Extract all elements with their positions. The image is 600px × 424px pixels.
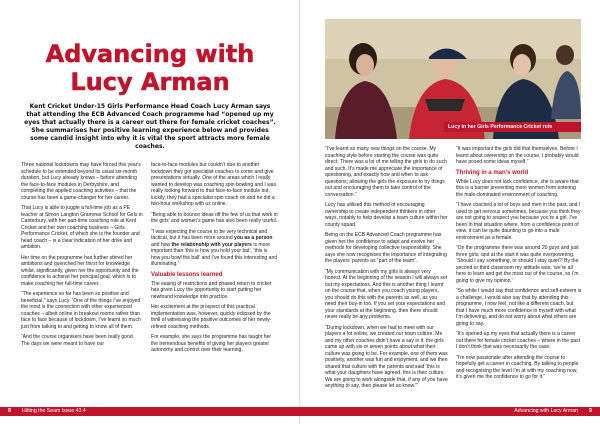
- paragraph: “I’ve learnt so many new things on the course. My coaching style before starting the course was quite direct. There was a lot of me telling the girls to do such and such. It’s made me appreciate the importance of questioning, and exactly how and when to ask questions; allowing the girls the exposure to try things out and encouraging them to take control of the conversation.”: [325, 146, 447, 198]
- section-heading: Thriving in a man’s world: [456, 169, 529, 176]
- paragraph: Lucy has utilised this method of encouraging ownership to create independent thinkers in other ways, notably to help develop a team culture within her county squad.: [325, 202, 448, 228]
- paragraph: “So while I would say that confidence and self-esteem is a challenge, I would also say that by attending this programme, I now feel, not like a different coach, but that I have much more confidence in myself with what I’m delivering, and do not worry about what others are going to say.: [456, 288, 582, 327]
- paragraph: Being on the ECB Advanced Coach programme has given her the confidence to adapt and evolve her methods for developing collective responsibility. She says she now recognises the importance of integrating the players’ parents as “part of the team”.: [325, 232, 447, 264]
- paragraph: “On the programme there was around 20 guys and just three girls, and at the start it was quite overpowering. ‘Should I say something, or should I stay quiet?’ By the second or third classroom my attitude was, ‘we’re all here to learn and get the most out of the course, so I’m going to give my opinion.’: [456, 245, 579, 284]
- paragraph: “The experience so far has been so positive and beneficial,” says Lucy. “One of the things I’ve enjoyed the most is the connection with other experienced coaches – albeit online in breakout rooms rather than face to face because of lockdown, I’ve learnt so much just from talking to and getting to know all of them.: [21, 291, 141, 330]
- footer-left: [0, 407, 300, 416]
- bold-phrase: you as a person: [234, 235, 273, 241]
- paragraph-emphasis: [151, 229, 278, 268]
- footer-right: [300, 407, 600, 416]
- title-line-2: Lucy Arman: [70, 68, 230, 96]
- column-4: [456, 146, 582, 385]
- text-run: and how: [151, 241, 172, 248]
- coaching-photo: [325, 19, 581, 139]
- paragraph: Her excitement at the prospect of this practical implementation was, however, quickly eclipsed by the thrill of witnessing the positive outcomes of her newly-refined coaching methods.: [151, 304, 272, 330]
- paragraph: The easing of restrictions and phased return to cricket has given Lucy the opportunity to start putting her newfound knowledge into practice.: [151, 280, 272, 300]
- paragraph: face-to-face modules but couldn’t due to another lockdown they got specialist coaches to come and give presentations virtually. One of the areas which I really wanted to develop was coaching spin bowling and I was really looking forward to that face-to-face module but, luckily, they had a specialist spin coach on and he did a two-hour workshop with us online.: [151, 162, 277, 207]
- page-number: 8: [8, 408, 12, 414]
- title-line-1: Advancing with: [45, 40, 255, 68]
- paragraph: “During lockdown, when we had to meet with our players a lot online, we created our team culture. Me and my other coaches didn’t have a say in it; the girls came up with six or seven points about what their culture was going to be. For example, one of them was positivity, another was fun and enjoyment, and we then shared that culture with the parents and said ‘this is what your daughters have agreed, this is their culture. We are going to work alongside that, if any of you have anything to say, then please let us know.’”: [325, 324, 448, 389]
- paragraph: “It was important the girls did that themselves. Before I learnt about ownership on the course, I probably would have posed some ideas myself.”: [456, 146, 579, 165]
- paragraph: “I have coached a lot of boys and men in the past, and I used to get nervous sometimes, because you think they are not going to respect you because you’re a girl. I’ve been in that situation where, from a confidence point of view, it can be quite daunting to go into a male environment as a female.: [456, 202, 581, 241]
- paragraph: Three national lockdowns may have forced this year's schedule to be extended beyond its usual six-month duration, but Lucy already knows – before attending the face-to-face modules in Derbyshire, and completing the applied coaching activities – that the course has been a game-changer for her career.: [21, 162, 141, 201]
- paragraph: “My communication with my girls is always very honest. At the beginning of the season I will always set out my expectations. And this is another thing I learnt on the course that, when you coach young players, you should do this with the parents as well, as you need their buy-in too. If you set your expectations and your standards at the beginning, then there should never really be any problems.: [325, 268, 448, 320]
- publication-name: Hitting the Seam Issue 43.4: [22, 408, 86, 414]
- standfirst: Kent Cricket Under-15 Girls Performance Head Coach Lucy Arman says that attending the ECB Advanced Coach programme had “opened up my eyes that actually there is a career out there for female cricket coaches”. She summarises her positive learning experience below and provides some candid insight into why it is vital the sport attracts more female coaches.: [24, 103, 276, 151]
- section-name: Advancing with Lucy Arman: [514, 408, 578, 414]
- page-gutter: [299, 0, 301, 424]
- column-2: [151, 162, 278, 358]
- photo-caption: Lucy in her Girls Performance Cricket role: [444, 122, 581, 132]
- paragraph: Her time on the programme has further stirred her ambitions and quenched her thirst for knowledge whilst, significantly, given her the opportunity and the confidence to achieve her principal goal, which is to make coaching her full-time career.: [21, 254, 139, 287]
- photo-illustration: [325, 19, 581, 139]
- article-title: [0, 40, 300, 96]
- section-heading: Valuable lessons learned: [151, 271, 223, 278]
- paragraph: While Lucy does not lack confidence, she is aware that this is a barrier preventing more women from entering the male-dominated environment of coaching.: [456, 178, 579, 198]
- paragraph: “Being able to bounce ideas off the few of us that work in the girls’ and women’s game has also been really useful.: [151, 211, 278, 224]
- paragraph: “It’s opened up my eyes that actually there is a career out there for female cricket coaches – where in the past I don’t think that was necessarily the case.: [456, 331, 580, 350]
- paragraph: “And the course organisers have been really good. The days we were meant to have our: [21, 334, 135, 347]
- paragraph: “I’m now passionate after attending the course to hopefully get a career in coaching. By talking to people and recognising the level I’m at with my coaching now, it’s given me the confidence to go for it.”: [456, 354, 579, 380]
- text-run: “I was expecting the course to be very technical and tactical, but it has been more around: [151, 228, 268, 241]
- paragraph: That Lucy is able to juggle a full-time job as a PE teacher at Simon Langton Grammar School for Girls in Canterbury, with her part-time coaching role at Kent Cricket and her own coaching business – Girls Performance Cricket, of which she is the founder and head coach – is a clear indication of her drive and ambition.: [21, 205, 143, 250]
- paragraph: For example, she says the programme has taught her the tremendous benefits of giving her players greater autonomy and control over their learning.: [151, 334, 272, 353]
- column-1: [21, 162, 143, 351]
- page-number: 9: [588, 408, 592, 414]
- column-3: [325, 146, 448, 394]
- text-run: is more important than ‘this is how you hold your bat’, ‘this is how you bowl the ball’ and I’ve found this interesting and illuminating.”: [151, 241, 278, 267]
- bold-phrase: the relationship with your players: [171, 241, 252, 248]
